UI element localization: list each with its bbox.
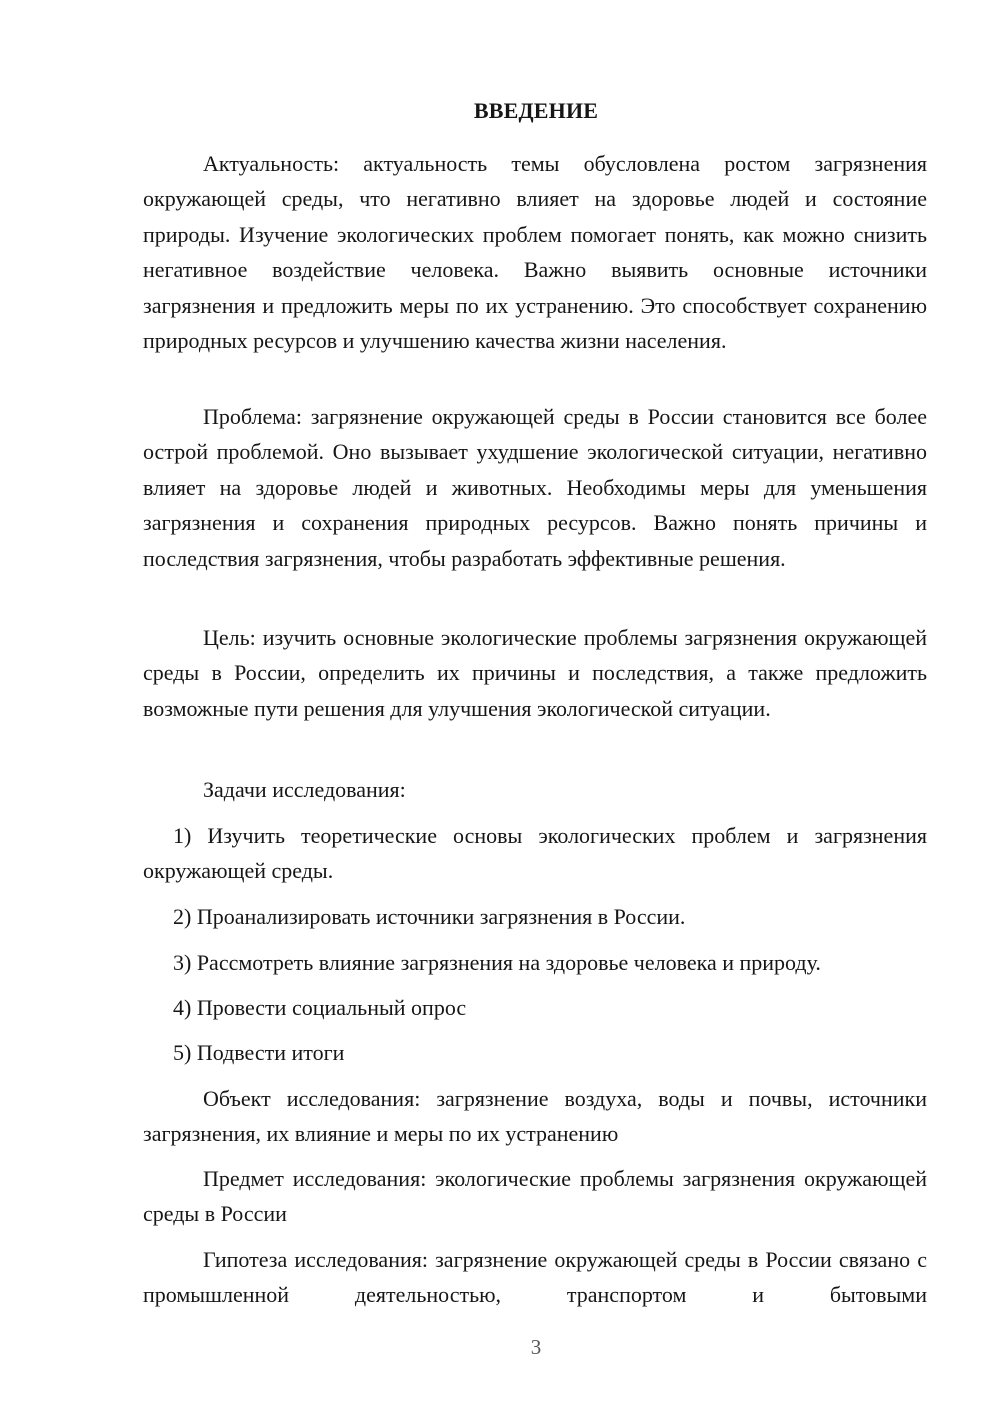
task-item-4: 4) Провести социальный опрос bbox=[173, 995, 467, 1020]
page-title: ВВЕДЕНИЕ bbox=[473, 98, 599, 123]
paragraph-relevance: Актуальность: актуальность темы обусловлена ростом загрязнения окружающей среды, что негативно влияет на здоровье людей и состояние природы. Изучение экологических проблем помогает понять, как можно снизить негативное воздействие человека. Важно выявить основные источники загрязнения и предложить меры по их устранению. Это способствует сохранению природных ресурсов и улучшению качества жизни населения. bbox=[143, 151, 927, 354]
paragraph-object: Объект исследования: загрязнение воздуха, воды и почвы, источники загрязнения, их влияние и меры по их устранению bbox=[143, 1086, 927, 1147]
tasks-heading: Задачи исследования: bbox=[203, 777, 406, 802]
paragraph-problem: Проблема: загрязнение окружающей среды в России становится все более острой проблемой. Оно вызывает ухудшение экологической ситуации, негативно влияет на здоровье людей и животных. Необходимы меры для уменьшения загрязнения и сохранения природных ресурсов. Важно понять причины и последствия загрязнения, чтобы разработать эффективные решения. bbox=[143, 404, 927, 571]
paragraph-hypothesis: Гипотеза исследования: загрязнение окружающей среды в России связано с промышленной деятельностью, транспортом и бытовыми bbox=[143, 1247, 927, 1308]
task-item-2: 2) Проанализировать источники загрязнения в России. bbox=[173, 904, 686, 929]
task-item-3: 3) Рассмотреть влияние загрязнения на здоровье человека и природу. bbox=[173, 950, 821, 975]
task-item-5: 5) Подвести итоги bbox=[173, 1040, 345, 1065]
page-number: 3 bbox=[530, 1335, 542, 1359]
paragraph-goal: Цель: изучить основные экологические проблемы загрязнения окружающей среды в России, определить их причины и последствия, а также предложить возможные пути решения для улучшения экологической ситуации. bbox=[143, 625, 927, 721]
paragraph-subject: Предмет исследования: экологические проблемы загрязнения окружающей среды в России bbox=[143, 1166, 927, 1227]
task-item-1: 1) Изучить теоретические основы экологических проблем и загрязнения окружающей среды. bbox=[143, 823, 927, 884]
